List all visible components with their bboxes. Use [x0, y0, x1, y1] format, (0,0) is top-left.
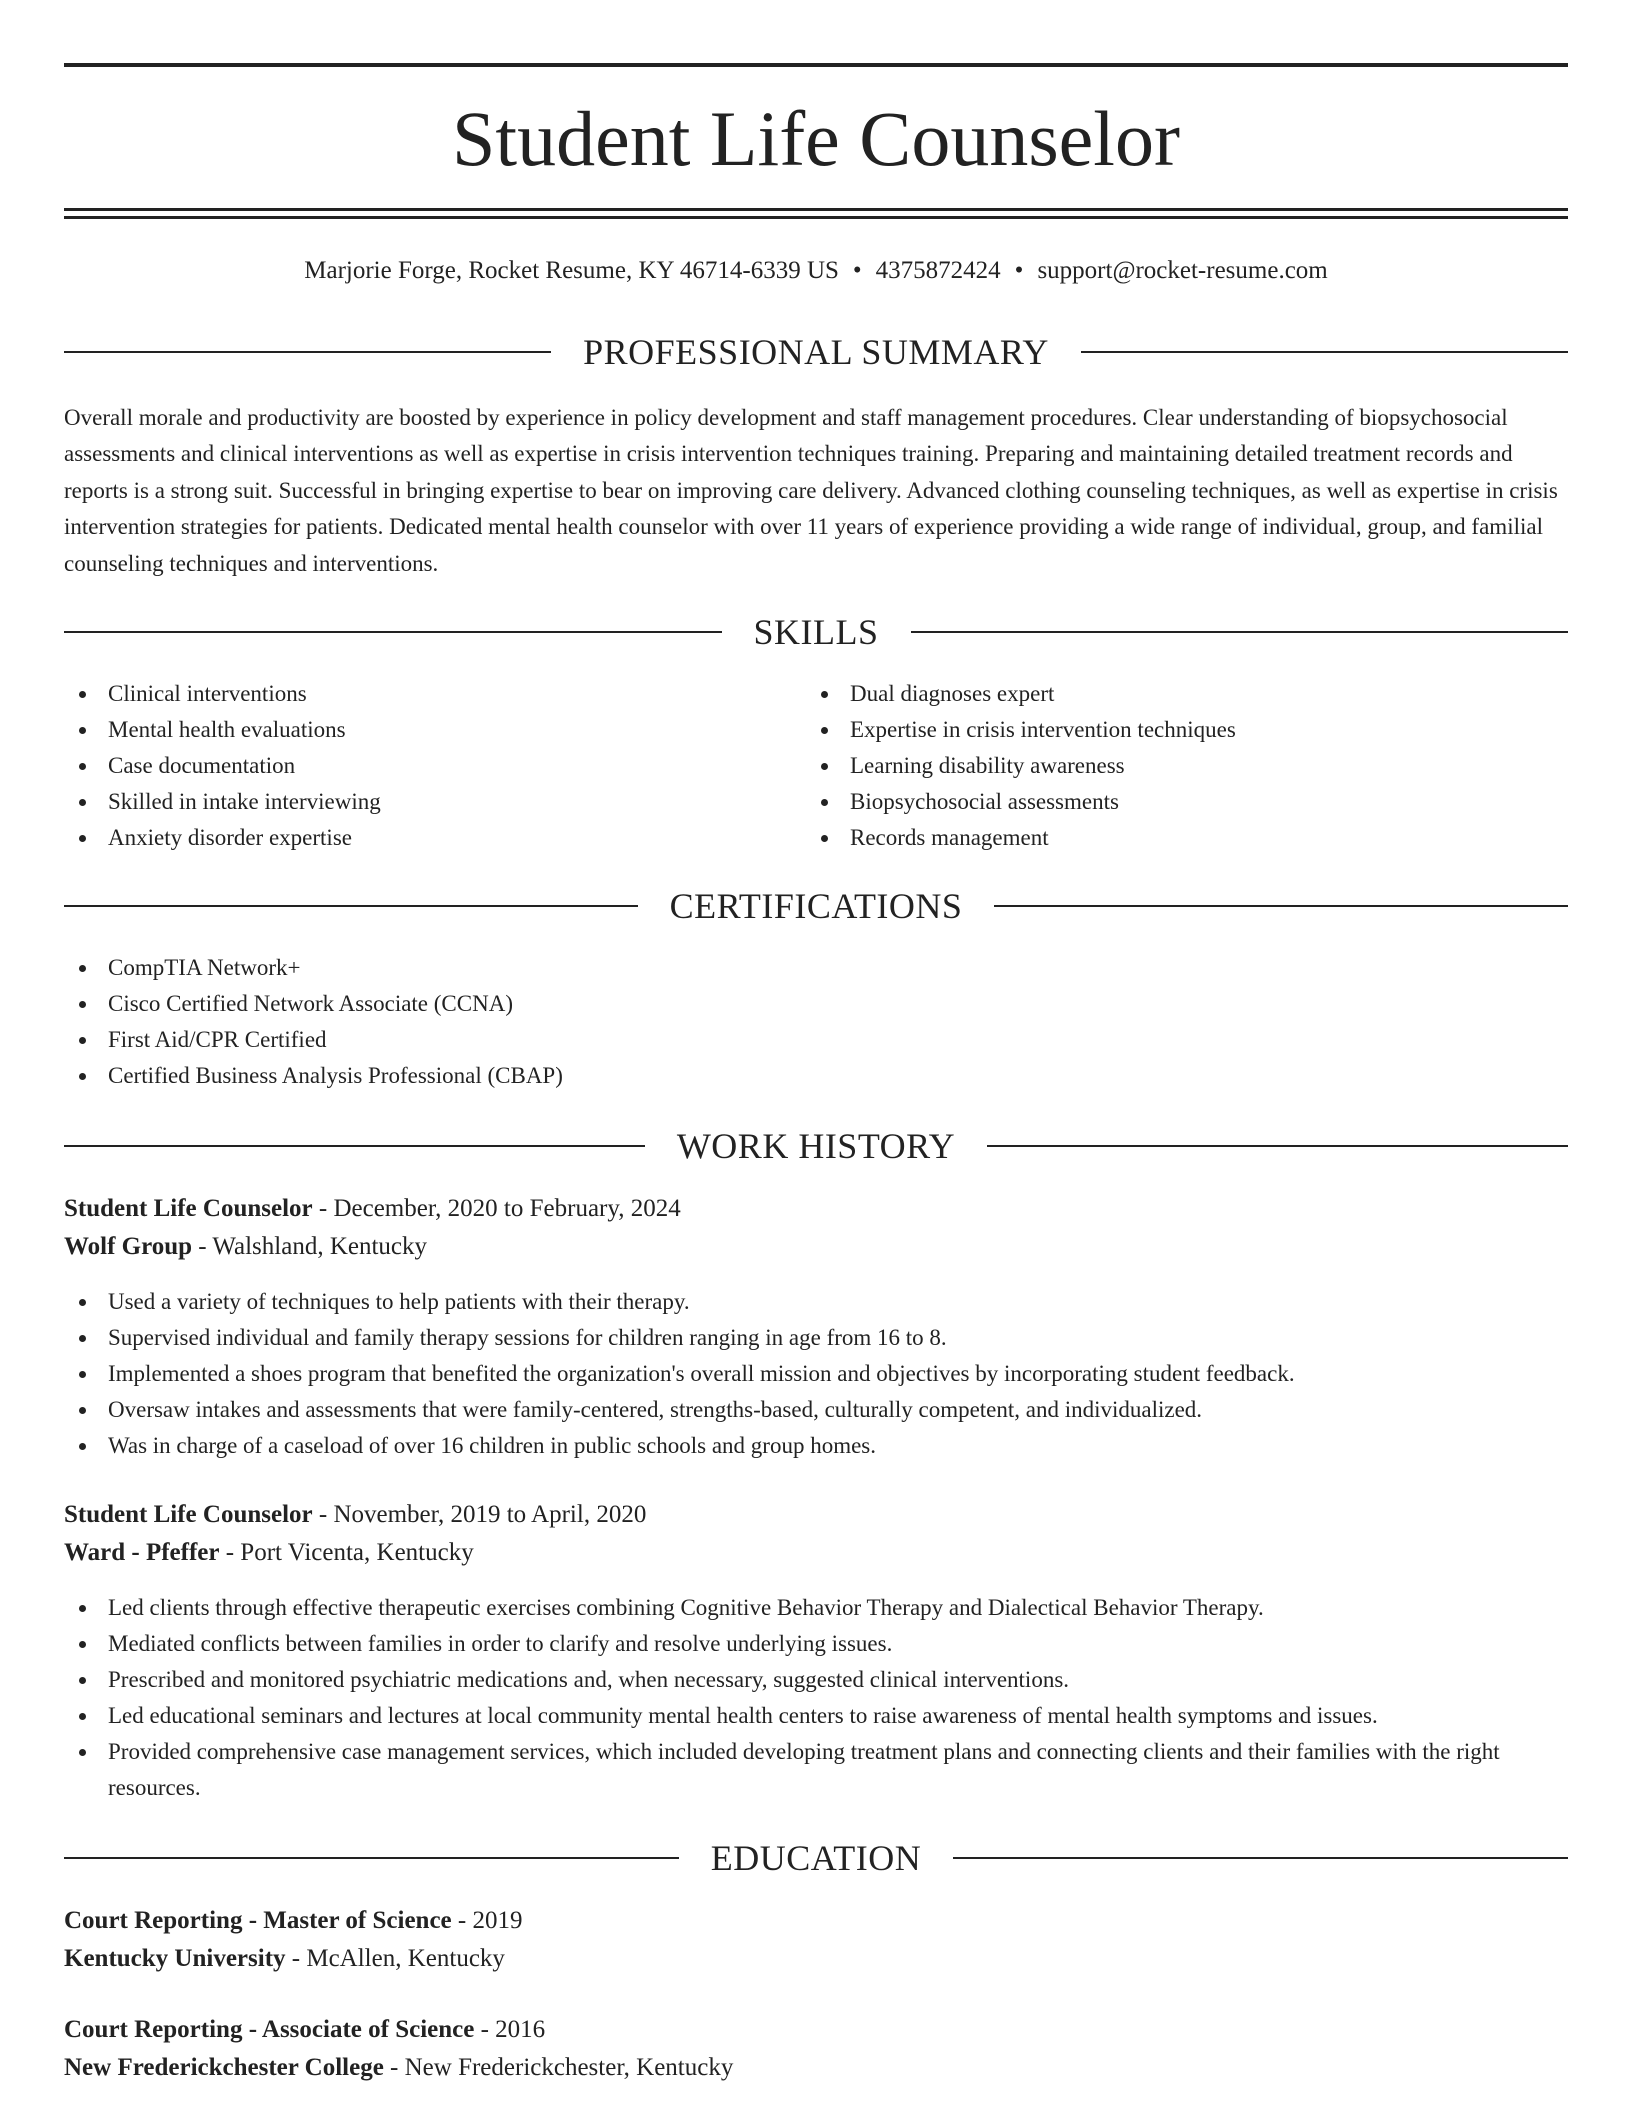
contact-email: support@rocket-resume.com: [1037, 257, 1328, 284]
job-bullet: Provided comprehensive case management services, which included developing treatment plans and connecting clients and their families with the right resources.: [64, 1734, 1568, 1806]
section-header-certifications: [64, 884, 1568, 928]
education-degree-line: [64, 2011, 1568, 2049]
job-entry-header: [64, 1496, 1568, 1572]
job-bullet: Led educational seminars and lectures at local community mental health centers to raise awareness of mental health symptoms and issues.: [64, 1698, 1568, 1734]
section-rule-right: [953, 1857, 1568, 1859]
skill-item: Clinical interventions: [64, 676, 784, 712]
section-rule-left: [64, 905, 638, 907]
job-bullet: Was in charge of a caseload of over 16 children in public schools and group homes.: [64, 1428, 1568, 1464]
job-company: Ward - Pfeffer: [64, 1539, 220, 1566]
education-degree-line: [64, 1902, 1568, 1940]
skill-item: Dual diagnoses expert: [806, 676, 1566, 712]
skill-item: Mental health evaluations: [64, 712, 784, 748]
job-bullet: Oversaw intakes and assessments that were family-centered, strengths-based, culturally competent, and individualized.: [64, 1392, 1568, 1428]
job-company-line: [64, 1228, 1568, 1266]
skills-list-left: [64, 676, 784, 856]
job-bullet: Supervised individual and family therapy sessions for children ranging in age from 16 to 8.: [64, 1320, 1568, 1356]
header-double-rule-upper: [64, 208, 1568, 211]
section-header-summary: [64, 330, 1568, 374]
job-bullet: Used a variety of techniques to help patients with their therapy.: [64, 1284, 1568, 1320]
job-bullet-list: [64, 1590, 1568, 1806]
skill-item: Case documentation: [64, 748, 784, 784]
education-school: New Frederickchester College: [64, 2054, 384, 2081]
skill-item: Learning disability awareness: [806, 748, 1566, 784]
contact-separator: •: [852, 257, 862, 284]
education-school-line: [64, 1940, 1568, 1978]
education-location: - McAllen, Kentucky: [291, 1945, 505, 1972]
job-bullet: Prescribed and monitored psychiatric medications and, when necessary, suggested clinical interventions.: [64, 1662, 1568, 1698]
certification-item: Certified Business Analysis Professional (CBAP): [64, 1058, 1568, 1094]
contact-separator: •: [1014, 257, 1024, 284]
contact-address: Marjorie Forge, Rocket Resume, KY 46714-6339 US: [304, 257, 839, 284]
job-dates: - December, 2020 to February, 2024: [318, 1195, 681, 1222]
education-degree: Court Reporting - Associate of Science: [64, 2016, 475, 2043]
section-title-certifications: CERTIFICATIONS: [669, 886, 963, 926]
section-header-work-history: [64, 1124, 1568, 1168]
skills-list-right: [806, 676, 1566, 856]
job-title-line: [64, 1190, 1568, 1228]
section-title-skills: SKILLS: [753, 612, 879, 652]
education-entry: [64, 1902, 1568, 1978]
skill-item: Expertise in crisis intervention techniques: [806, 712, 1566, 748]
summary-text: Overall morale and productivity are boosted by experience in policy development and staff management procedures. Clear understanding of biopsychosocial assessments and clinical interventions as well as expertise in crisis intervention techniques training. Preparing and maintaining detailed treatment records and reports is a strong suit. Successful in bringing expertise to bear on improving care delivery. Advanced clothing counseling techniques, as well as expertise in crisis intervention strategies for patients. Dedicated mental health counselor with over 11 years of experience providing a wide range of individual, group, and familial counseling techniques and interventions.: [64, 405, 1558, 576]
section-rule-right: [987, 1145, 1568, 1147]
skill-item: Records management: [806, 820, 1566, 856]
section-rule-left: [64, 1857, 679, 1859]
job-company-line: [64, 1534, 1568, 1572]
contact-phone: 4375872424: [875, 257, 1001, 284]
section-rule-left: [64, 1145, 645, 1147]
education-entry: [64, 2011, 1568, 2087]
skill-item: Skilled in intake interviewing: [64, 784, 784, 820]
job-location: - Walshland, Kentucky: [198, 1233, 428, 1260]
section-rule-left: [64, 351, 551, 353]
section-header-skills: [64, 610, 1568, 654]
job-bullet: Led clients through effective therapeutic exercises combining Cognitive Behavior Therapy and Dialectical Behavior Therapy.: [64, 1590, 1568, 1626]
section-title-work-history: WORK HISTORY: [676, 1126, 956, 1166]
job-entry-header: [64, 1190, 1568, 1266]
job-bullet: Implemented a shoes program that benefited the organization's overall mission and objectives by incorporating student feedback.: [64, 1356, 1568, 1392]
job-title: Student Life Counselor: [64, 1195, 313, 1222]
section-title-summary: PROFESSIONAL SUMMARY: [583, 332, 1049, 372]
header-double-rule-lower: [64, 216, 1568, 219]
job-title: Student Life Counselor: [64, 1501, 313, 1528]
skill-item: Anxiety disorder expertise: [64, 820, 784, 856]
section-rule-left: [64, 631, 722, 633]
certification-item: Cisco Certified Network Associate (CCNA): [64, 986, 1568, 1022]
section-rule-right: [911, 631, 1569, 633]
education-year: - 2016: [480, 2016, 546, 2043]
header-top-rule: [64, 63, 1568, 67]
section-title-education: EDUCATION: [710, 1838, 922, 1878]
education-school: Kentucky University: [64, 1945, 286, 1972]
certification-item: First Aid/CPR Certified: [64, 1022, 1568, 1058]
contact-line: [64, 254, 1568, 288]
certification-item: CompTIA Network+: [64, 950, 1568, 986]
job-location: - Port Vicenta, Kentucky: [225, 1539, 474, 1566]
section-rule-right: [1081, 351, 1568, 353]
job-bullet: Mediated conflicts between families in order to clarify and resolve underlying issues.: [64, 1626, 1568, 1662]
section-rule-right: [994, 905, 1568, 907]
certifications-list: [64, 950, 1568, 1094]
skill-item: Biopsychosocial assessments: [806, 784, 1566, 820]
page-title: Student Life Counselor: [452, 95, 1180, 182]
education-degree: Court Reporting - Master of Science: [64, 1907, 452, 1934]
job-title-line: [64, 1496, 1568, 1534]
education-year: - 2019: [457, 1907, 523, 1934]
education-school-line: [64, 2049, 1568, 2087]
job-company: Wolf Group: [64, 1233, 193, 1260]
section-header-education: [64, 1836, 1568, 1880]
job-bullet-list: [64, 1284, 1568, 1464]
education-location: - New Frederickchester, Kentucky: [390, 2054, 734, 2081]
job-dates: - November, 2019 to April, 2020: [318, 1501, 647, 1528]
